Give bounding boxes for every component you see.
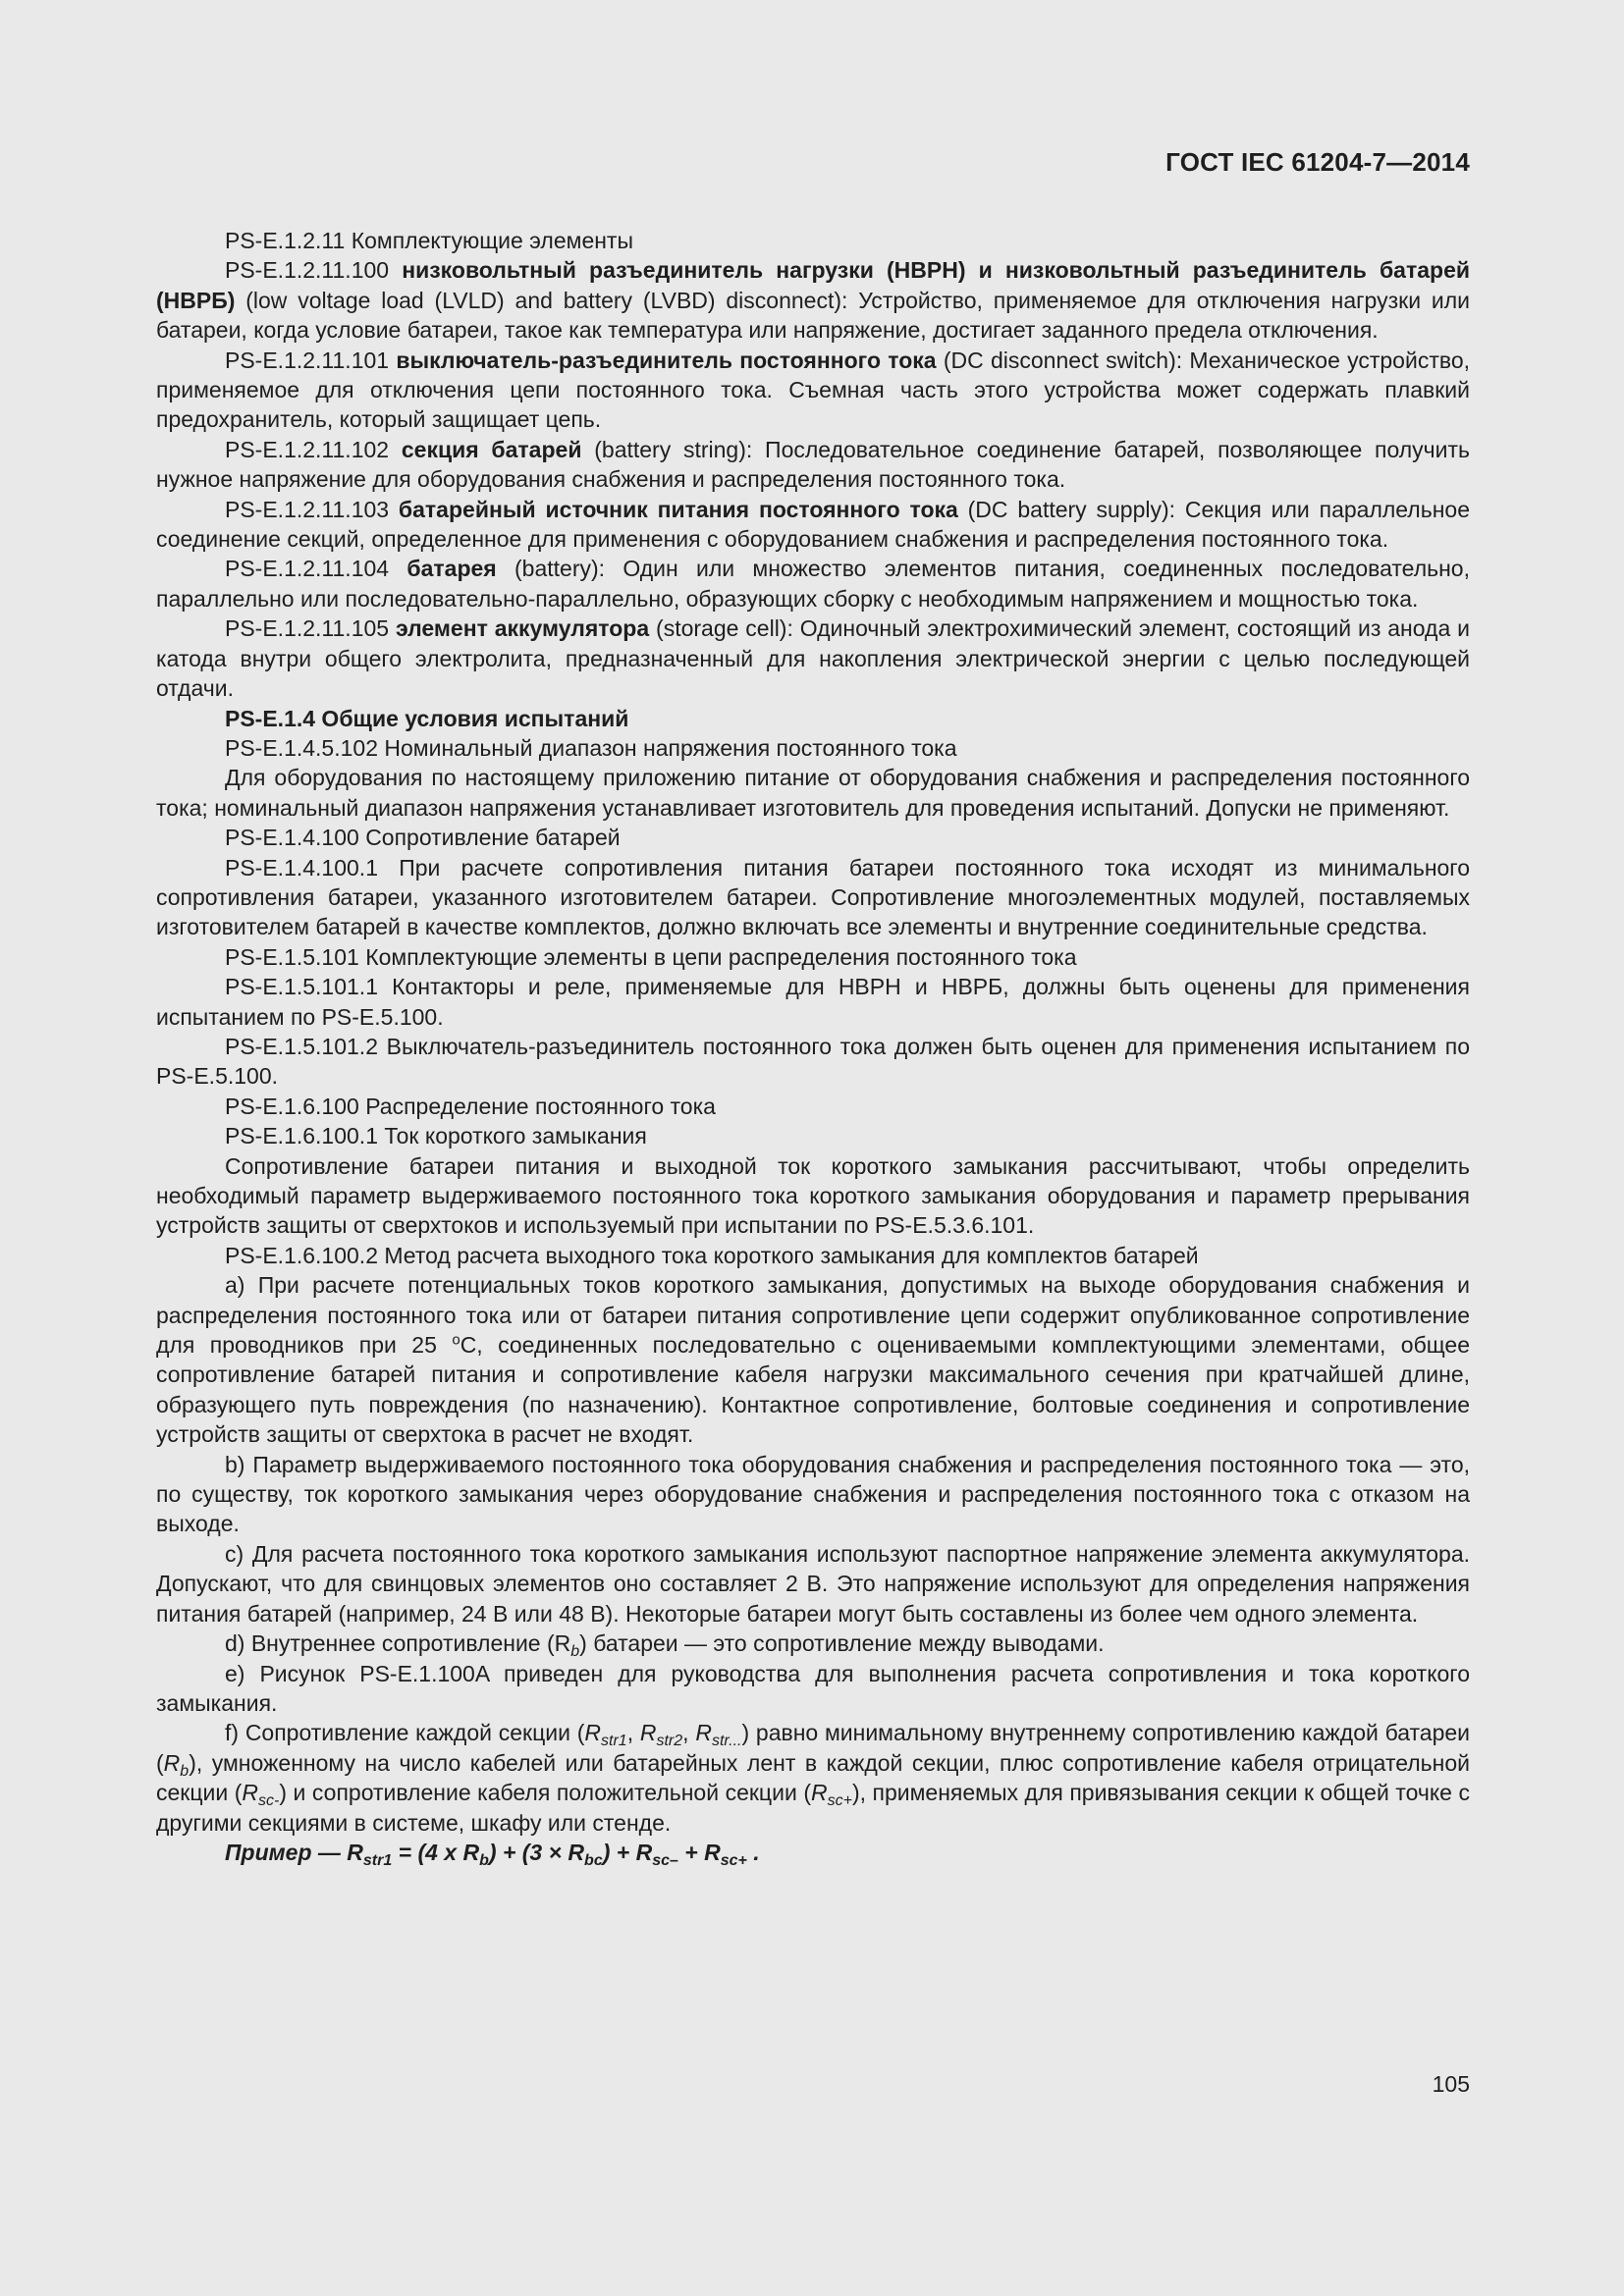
page-number: 105 (1432, 2071, 1470, 2097)
paragraph: d) Внутреннее сопротивление $(R_b)$ батареи — это сопротивление между выводами. (225, 1630, 1105, 1661)
paragraph: PS-E.1.2.11 Комплектующие элементы (225, 228, 633, 253)
section-heading: PS-E.1.4 Общие условия испытаний (225, 705, 629, 731)
term: элемент аккумулятора (395, 615, 650, 642)
term: низковольтный разъединитель нагрузки (НВРН) и низковольтный разъединитель батарей (НВРБ) (156, 257, 1471, 313)
paragraph: PS-E.1.4.100.1 При расчете сопротивления питания батареи постоянного тока исходят из минимального сопротивления батареи, указанного изготовителем батареи. Сопротивление многоэлементных модулей, поставляемых изготовителем батарей в качестве комплектов, должно включать все элементы и внутренние соединительные средства. (156, 854, 1470, 940)
paragraph: b) Параметр выдерживаемого постоянного тока оборудования снабжения и распределения постоянного тока — это, по существу, ток короткого замыкания через оборудование снабжения и распределения постоянного тока с отказом на выходе. (156, 1451, 1470, 1537)
paragraph: PS-E.1.6.100 Распределение постоянного тока (225, 1093, 716, 1119)
paragraph: PS-E.1.4.5.102 Номинальный диапазон напряжения постоянного тока (225, 734, 957, 761)
paragraph: PS-E.1.2.11.102 секция батарей (battery string): Последовательное соединение батарей, позволяющее получить нужное напряжение для оборудования снабжения и распределения постоянного тока. (156, 436, 1471, 493)
paragraph: PS-E.1.2.11.104 батарея (battery): Один или множество элементов питания, соединенных последовательно, параллельно или последовательно-параллельно, образующих сборку с необходимым напряжением и мощностью тока. (156, 556, 1470, 612)
paragraph: а) При расчете потенциальных токов короткого замыкания, допустимых на выходе оборудования снабжения и распределения постоянного тока или от батареи питания сопротивление цепи содержит опубликованное сопротивление для проводников при 25 $^о$С, соединенных последовательно с оцениваемыми комплектующими элементами, общее сопротивление батарей питания и сопротивление кабеля нагрузки максимального сечения при кратчайшей длине, образующего путь повреждения (по назначению). Контактное сопротивление, болтовые соединения и сопротивление устройств защиты от сверхтока в расчет не входят. (156, 1272, 1470, 1448)
paragraph: е) Рисунок PS-E.1.100A приведен для руководства для выполнения расчета сопротивления и тока короткого замыкания. (156, 1660, 1470, 1716)
paragraph: PS-E.1.2.11.103 батарейный источник питания постоянного тока (DC battery supply): Секция или параллельное соединение секций, определенное для применения с оборудованием снабжения и распределения постоянного тока. (156, 496, 1470, 553)
paragraph: PS-E.1.2.11.100 низковольтный разъединитель нагрузки (НВРН) и низковольтный разъединитель батарей (НВРБ) (low voltage load (LVLD) and battery (LVBD) disconnect): Устройство, применяемое для отключения нагрузки или батареи, когда условие батареи, такое как температура или напряжение, достигает заданного предела отключения. (156, 257, 1471, 344)
paragraph: PS-E.1.6.100.1 Ток короткого замыкания (225, 1123, 647, 1149)
paragraph: PS-E.1.2.11.105 элемент аккумулятора (storage cell): Одиночный электрохимический элемент, состоящий из анода и катода внутри общего электролита, предназначенный для накопления электрической энергии с целью последующей отдачи. (156, 615, 1470, 702)
standard-header: ГОСТ IEC 61204-7—2014 (1165, 147, 1470, 177)
paragraph: Для оборудования по настоящему приложению питание от оборудования снабжения и распределения постоянного тока; номинальный диапазон напряжения устанавливает изготовитель для проведения испытаний. Допуски не применяют. (156, 765, 1470, 821)
paragraph: PS-E.1.4.100 Сопротивление батарей (225, 825, 621, 851)
term: выключатель-разъединитель постоянного тока (396, 347, 937, 373)
paragraph: f) Сопротивление каждой секции ($R_{str1}$, $R_{str2}$, $R_{str...}$) равно минимальному внутреннему сопротивлению каждой батареи $(R_b)$, умноженному на число кабелей или батарейных лент в каждой секции, плюс сопротивление кабеля отрицательной секции $(R_{sc-})$ и сопротивление кабеля положительной секции $(R_{sc+})$, применяемых для привязывания секции к общей точке с другими секциями в системе, шкафу или стенде. (156, 1720, 1471, 1836)
document-body (156, 226, 1470, 1867)
paragraph: PS-E.1.6.100.2 Метод расчета выходного тока короткого замыкания для комплектов батарей (225, 1242, 1199, 1268)
paragraph: PS-E.1.5.101 Комплектующие элементы в цепи распределения постоянного тока (225, 943, 1077, 970)
paragraph: Сопротивление батареи питания и выходной ток короткого замыкания рассчитывают, чтобы определить необходимый параметр выдерживаемого постоянного тока короткого замыкания оборудования и параметр прерывания устройств защиты от сверхтоков и используемый при испытании по PS-E.5.3.6.101. (156, 1152, 1470, 1239)
paragraph: PS-E.1.2.11.101 выключатель-разъединитель постоянного тока (DC disconnect switch): Механическое устройство, применяемое для отключения цепи постоянного тока. Съемная часть этого устройства может содержать плавкий предохранитель, который защищает цепь. (156, 347, 1470, 433)
paragraph: PS-E.1.5.101.2 Выключатель-разъединитель постоянного тока должен быть оценен для применения испытанием по PS-E.5.100. (156, 1033, 1470, 1090)
term: секция батарей (401, 436, 582, 462)
paragraph: PS-E.1.5.101.1 Контакторы и реле, применяемые для НВРН и НВРБ, должны быть оценены для применения испытанием по PS-E.5.100. (156, 974, 1470, 1030)
term: батарея (406, 556, 497, 582)
paragraph: с) Для расчета постоянного тока короткого замыкания используют паспортное напряжение элемента аккумулятора. Допускают, что для свинцовых элементов оно составляет 2 В. Это напряжение используют для определения напряжения питания батарей (например, 24 В или 48 В). Некоторые батареи могут быть составлены из более чем одного элемента. (156, 1540, 1470, 1627)
term: батарейный источник питания постоянного тока (398, 496, 958, 522)
example-formula: Пример — $R_{str1} = (4$ x $R_b) + (3 \times R_{bc}) + R_{sc-} + R_{sc+}$ . (225, 1839, 760, 1869)
